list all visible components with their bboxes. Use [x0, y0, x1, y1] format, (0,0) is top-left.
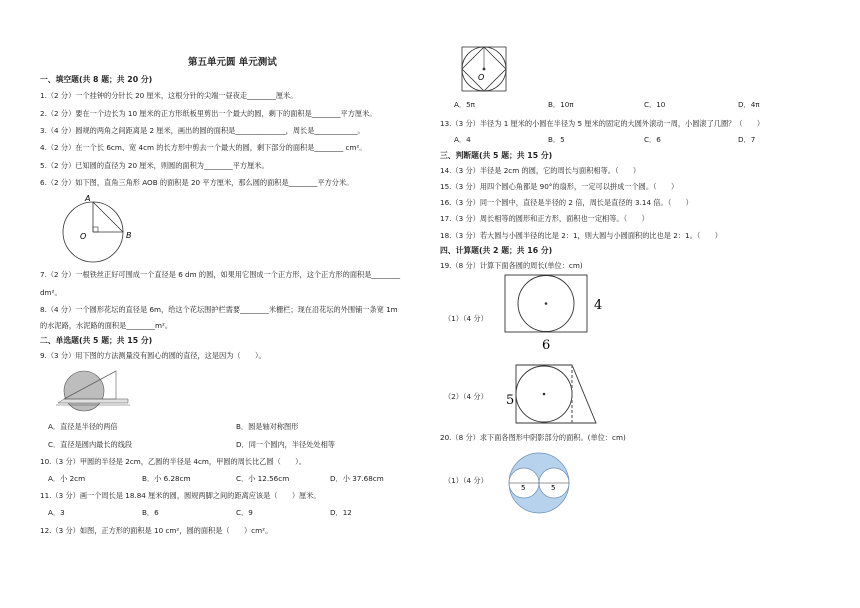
- question-11: 11.（3 分）画一个周长是 18.84 厘米的圆，圆规两脚之间的距离应该是（ ）厘米。: [40, 491, 321, 500]
- question-7: 7.（2 分）一根铁丝正好可围成一个直径是 6 dm 的圆，如果用它围成一个正方形，这个正方形的面积是________: [40, 270, 401, 279]
- circle-triangle-figure: [48, 190, 138, 265]
- q11-option-a[interactable]: A．3: [48, 508, 65, 517]
- section-fill-blank: 一、填空题(共 8 题；共 20 分): [40, 75, 153, 84]
- q20-part-1: （1）（4 分）: [444, 476, 488, 485]
- section-true-false: 三、判断题(共 5 题；共 15 分): [440, 151, 553, 160]
- q13-option-b[interactable]: B．5: [548, 135, 565, 144]
- q9-option-b[interactable]: B．圆是轴对称图形: [236, 422, 299, 431]
- question-17: 17.（3 分）周长相等的圆形和正方形，面积也一定相等。（ ）: [440, 214, 649, 223]
- label-4: 4: [594, 298, 603, 313]
- label-b: B: [126, 231, 132, 240]
- trapezoid-circle-figure: [504, 360, 614, 430]
- q12-option-c[interactable]: C．10: [644, 100, 666, 109]
- question-9: 9.（3 分）用下图的方法测量没有圆心的圆的直径，这是因为（ ）。: [40, 351, 266, 360]
- question-6: 6.（2 分）如下图，直角三角形 AOB 的面积是 20 平方厘米，那么圆的面积是________平方分米。: [40, 178, 354, 187]
- q10-option-a[interactable]: A．小 2cm: [48, 474, 86, 483]
- label-o: O: [80, 232, 87, 241]
- question-3: 3.（4 分）圆规的两角之间距离是 2 厘米，画出的圆的面积是______________，周长是____________。: [40, 126, 365, 135]
- question-15: 15.（3 分）用四个圆心角都是 90°的扇形，一定可以拼成一个圆。（ ）: [440, 182, 679, 191]
- q19-part-1: （1）（4 分）: [444, 314, 488, 323]
- q12-option-d[interactable]: D．4π: [738, 100, 760, 109]
- label-6: 6: [542, 338, 551, 353]
- question-2: 2.（2 分）要在一个边长为 10 厘米的正方形纸板里剪出一个最大的圆，剩下的面积是________平方厘米。: [40, 109, 377, 118]
- question-8-cont: 的水泥路，水泥路的面积是________m²。: [40, 321, 173, 330]
- set-square-figure: [54, 365, 144, 415]
- question-7-cont: dm²。: [40, 288, 62, 297]
- page-title: 第五单元圆 单元测试: [188, 57, 277, 68]
- question-18: 18.（3 分）若大圆与小圆半径的比是 2：1，则大圆与小圆面积的比也是 2：1。（ ）: [440, 231, 722, 240]
- q11-option-b[interactable]: B．6: [142, 508, 159, 517]
- label-5-right: 5: [551, 484, 556, 492]
- question-13: 13.（3 分）半径为 1 厘米的小圆在半径为 5 厘米的固定的大圆外滚动一周，小圆滚了几圈？（ ）: [440, 119, 765, 128]
- label-o-12: O: [478, 73, 485, 82]
- question-5: 5.（2 分）已知圆的直径为 20 厘米，则圆的面积为________平方厘米。: [40, 161, 269, 170]
- q10-option-d[interactable]: D．小 37.68cm: [330, 474, 384, 483]
- q19-part-2: （2）（4 分）: [444, 392, 488, 401]
- question-14: 14.（3 分）半径是 2cm 的圆，它的周长与面积相等。（ ）: [440, 166, 641, 175]
- q13-option-a[interactable]: A．4: [454, 135, 471, 144]
- q12-option-a[interactable]: A．5π: [454, 100, 476, 109]
- q13-option-d[interactable]: D．7: [738, 135, 756, 144]
- q9-option-d[interactable]: D．同一个圆内，半径处处相等: [236, 440, 335, 449]
- label-a: A: [85, 194, 91, 203]
- label-5: 5: [506, 393, 515, 408]
- section-calculation: 四、计算题(共 2 题；共 16 分): [440, 246, 553, 255]
- q10-option-b[interactable]: B．小 6.28cm: [142, 474, 191, 483]
- q10-option-c[interactable]: C．小 12.56cm: [236, 474, 290, 483]
- shaded-circles-figure: [508, 452, 572, 516]
- question-10: 10.（3 分）甲圆的半径是 2cm，乙圆的半径是 4cm，甲圆的周长比乙圆（ ）。: [40, 457, 306, 466]
- q11-option-c[interactable]: C．9: [236, 508, 253, 517]
- q9-option-c[interactable]: C．直径是圆内最长的线段: [48, 440, 133, 449]
- label-5-left: 5: [521, 484, 526, 492]
- q9-option-a[interactable]: A．直径是半径的两倍: [48, 422, 118, 431]
- question-20: 20.（8 分）求下面各图形中阴影部分的面积。(单位：cm): [440, 433, 626, 442]
- question-8: 8.（4 分）一个圆形花坛的直径是 6m，给这个花坛围护栏需要________米栅栏；现在沿花坛的外围铺一条宽 1m: [40, 305, 398, 314]
- question-16: 16.（3 分）同一个圆中，直径是半径的 2 倍，周长是直径的 3.14 倍。（ ）: [440, 198, 693, 207]
- question-19: 19.（8 分）计算下面各圆的周长(单位：cm): [440, 261, 583, 270]
- q11-option-d[interactable]: D．12: [330, 508, 352, 517]
- circle-square-figure: [454, 44, 514, 94]
- rect-circle-figure: [504, 274, 614, 353]
- section-single-choice: 二、单选题(共 5 题；共 15 分): [40, 336, 153, 345]
- q13-option-c[interactable]: C．6: [644, 135, 661, 144]
- question-1: 1.（2 分）一个挂钟的分针长 20 厘米，这根分针的尖端一昼夜走________厘米。: [40, 91, 298, 100]
- question-12: 12.（3 分）如图，正方形的面积是 10 cm²，圆的面积是（ ）cm²。: [40, 526, 273, 535]
- q12-option-b[interactable]: B．10π: [548, 100, 574, 109]
- question-4: 4.（2 分）在一个长 6cm、宽 4cm 的长方形中剪去一个最大的圆，剩下部分的面积是________ cm²。: [40, 143, 367, 152]
